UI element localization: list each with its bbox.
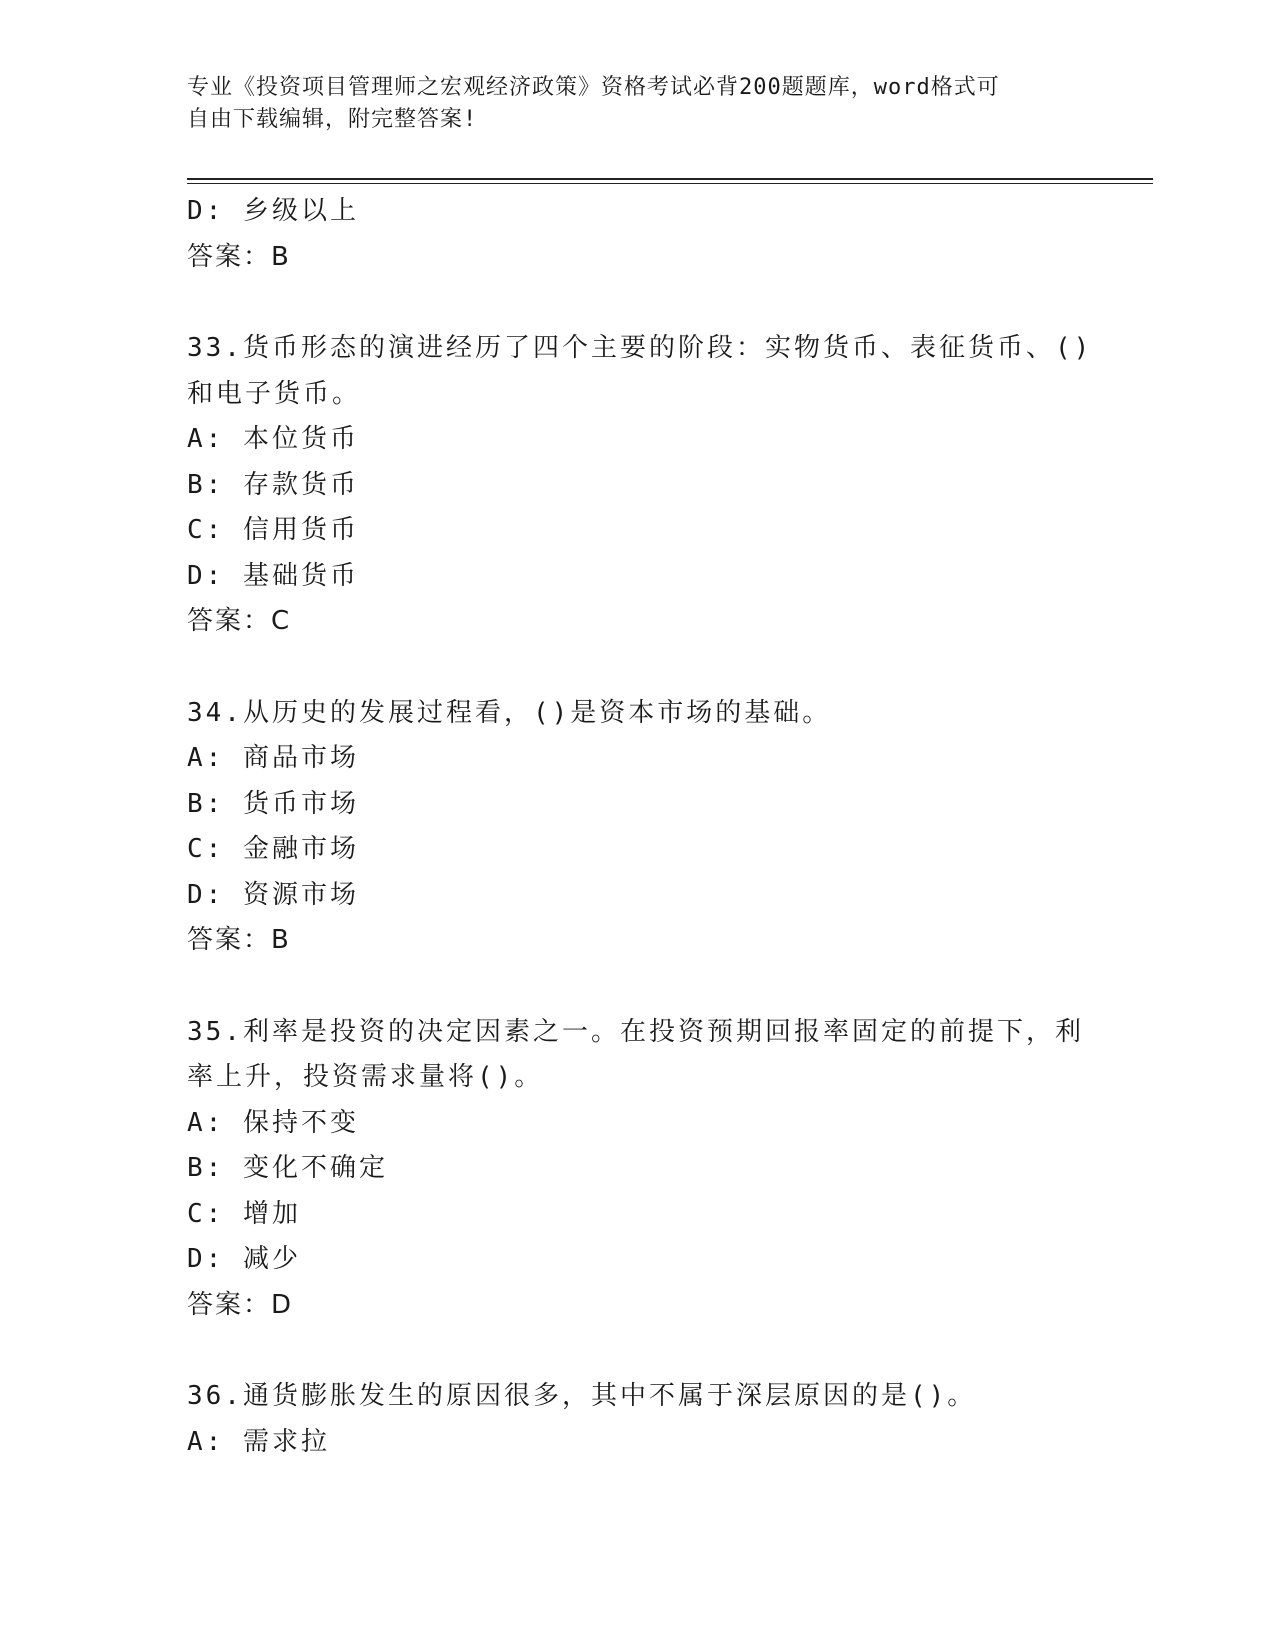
question-36 [187,1374,1087,1465]
option-a: A: 商品市场 [187,743,359,773]
option-a: A: 保持不变 [187,1107,359,1138]
option-c: C: 增加 [187,1198,301,1229]
option-c: C: 信用货币 [187,515,359,545]
question-32-tail [187,189,1087,280]
option-d: D: 资源市场 [187,879,359,910]
answer-line: 答案：B [187,241,291,272]
question-list [187,189,1093,1465]
question-stem: 36.通货膨胀发生的原因很多，其中不属于深层原因的是()。 [187,1381,977,1411]
answer-line: 答案：C [187,606,292,636]
option-d: D: 减少 [187,1244,301,1274]
question-34 [187,691,1087,964]
question-stem-continued: 率上升，投资需求量将()。 [187,1062,544,1092]
header-title-line-1: 专业《投资项目管理师之宏观经济政策》资格考试必背200题题库，word格式可 [187,75,1000,100]
option-d: D: 乡级以上 [187,196,359,226]
spacer [187,645,1087,691]
answer-line: 答案：D [187,1289,294,1320]
option-c: C: 金融市场 [187,834,359,864]
header-divider-thin [187,183,1153,184]
question-35 [187,1010,1087,1329]
question-stem: 34.从历史的发展过程看，()是资本市场的基础。 [187,697,832,728]
spacer [187,280,1087,326]
question-33 [187,326,1093,645]
question-stem: 35.利率是投资的决定因素之一。在投资预期回报率固定的前提下，利 [187,1016,1084,1047]
question-stem-continued: 和电子货币。 [187,378,362,409]
option-b: B: 存款货币 [187,469,359,500]
answer-line: 答案：B [187,925,291,955]
option-b: B: 变化不确定 [187,1153,388,1183]
header-divider-thick [187,178,1153,180]
header-title-line-2: 自由下载编辑，附完整答案! [187,107,478,132]
option-a: A: 本位货币 [187,424,359,454]
question-stem: 33.货币形态的演进经历了四个主要的阶段：实物货币、表征货币、() [187,333,1093,363]
option-a: A: 需求拉 [187,1426,330,1457]
spacer [187,1328,1087,1374]
option-d: D: 基础货币 [187,560,359,591]
page-header [187,72,1067,136]
option-b: B: 货币市场 [187,788,359,819]
spacer [187,964,1087,1010]
